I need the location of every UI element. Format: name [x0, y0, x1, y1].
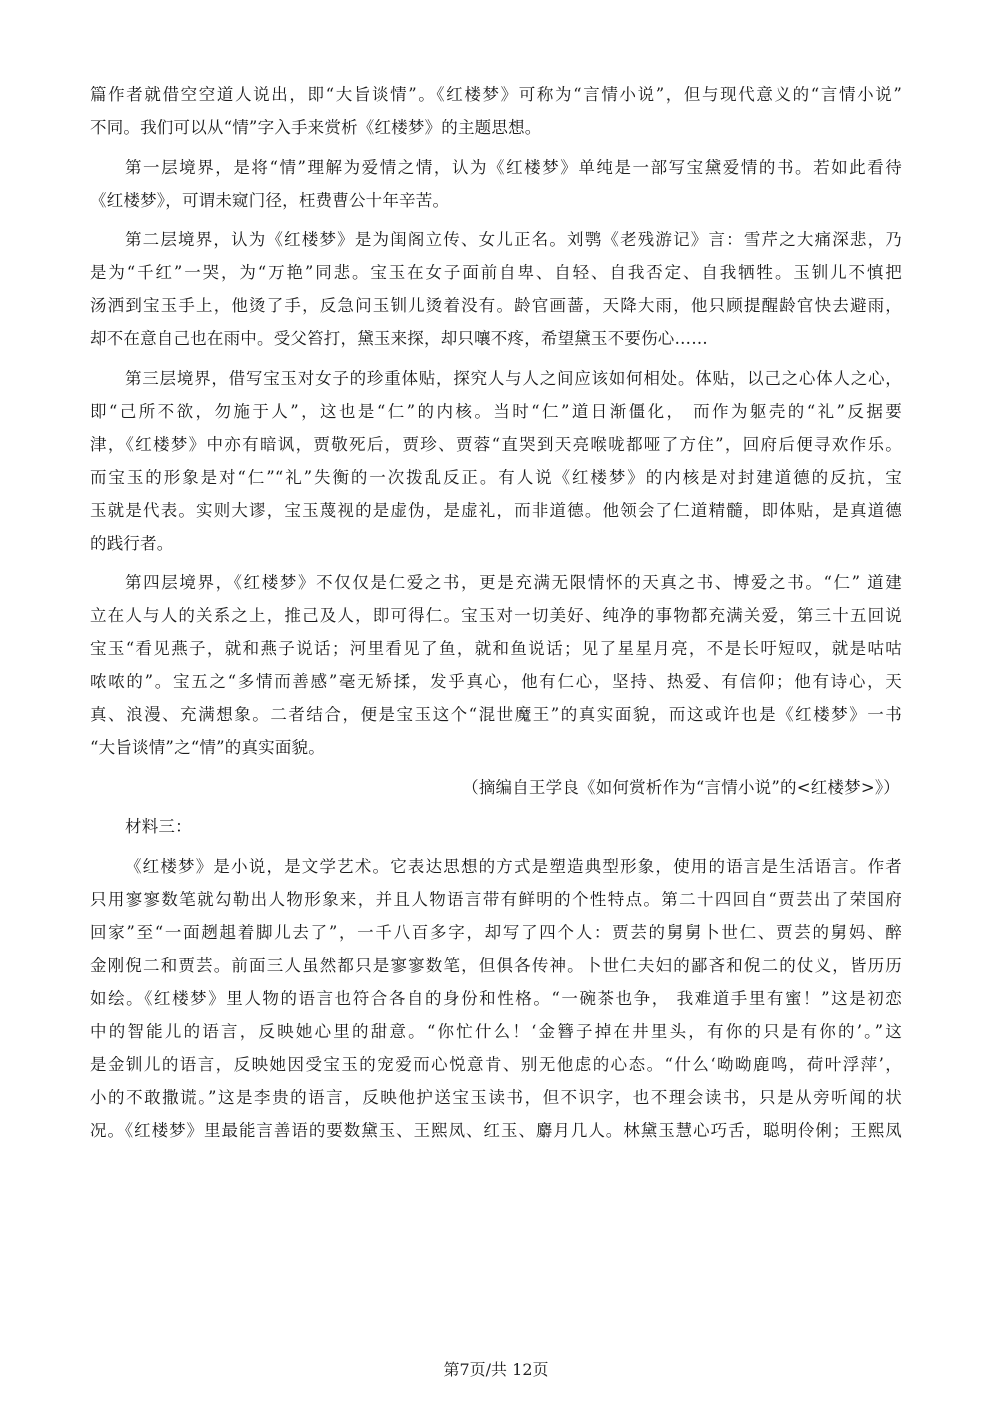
page-number-footer: 第7页/共 12页 — [443, 1360, 549, 1379]
text-line: 篇作者就借空空道人说出，即“大旨谈情”。《红楼梦》可称为“言情小说”，但与现代意义的“言情小说” — [90, 85, 902, 104]
text-line: 回家”至“一面趔趄着脚儿去了”，一千八百多字，却写了四个人：贾芸的舅舅卜世仁、贾芸的舅妈、醉 — [90, 922, 902, 942]
material-three-paragraph — [90, 843, 902, 1147]
text-line: 哝哝的”。宝五之“多情而善感”毫无矫揉，发乎真心，他有仁心，坚持、热爱、有信仰；他有诗心，天 — [90, 672, 902, 691]
text-line: 不同。我们可以从“情”字入手来赏析《红楼梦》的主题思想。 — [90, 118, 542, 137]
text-line: 第二层境界，认为《红楼梦》是为闺阁立传、女儿正名。刘鹗《老残游记》言：雪芹之大痛深悲，乃 — [125, 230, 902, 249]
text-line: 如绘。《红楼梦》里人物的语言也符合各自的身份和性格。“一碗茶也争， 我难道手里有蜜！”这是初恋 — [90, 988, 902, 1008]
para-level-three — [90, 362, 902, 560]
para-level-four — [90, 566, 902, 764]
text-line: 《红楼梦》，可谓未窥门径，枉费曹公十年辛苦。 — [90, 190, 450, 210]
para-level-one — [90, 151, 902, 217]
text-line: 宝玉“看见燕子，就和燕子说话；河里看见了鱼，就和鱼说话；见了星星月亮，不是长吁短叹，就是咕咕 — [90, 639, 902, 658]
text-line: 是金钏儿的语言，反映她因受宝玉的宠爱而心悦意肯、别无他虑的心态。“什么‘呦呦鹿鸣，荷叶浮萍’， — [90, 1054, 902, 1074]
text-line: 立在人与人的关系之上，推己及人，即可得仁。宝玉对一切美好、纯净的事物都充满关爱，第三十五回说 — [90, 606, 902, 625]
article-paragraphs — [90, 78, 902, 771]
text-line: 《红楼梦》是小说，是文学艺术。它表达思想的方式是塑造典型形象，使用的语言是生活语言。作者 — [125, 856, 902, 876]
text-line: 津，《红楼梦》中亦有暗讽，贾敬死后，贾珍、贾蓉“直哭到天亮喉咙都哑了方住”，回府后便寻欢作乐。 — [90, 434, 902, 454]
text-line: 玉就是代表。实则大谬，宝玉蔑视的是虚伪，是虚礼，而非道德。他领会了仁道精髓，即体贴，是真道德 — [90, 500, 902, 520]
text-line: 第三层境界，借写宝玉对女子的珍重体贴，探究人与人之间应该如何相处。体贴，以己之心体人之心， — [125, 368, 902, 388]
text-line: 的践行者。 — [90, 533, 174, 553]
para-intro-end — [90, 78, 902, 144]
text-line: 即“己所不欲，勿施于人”，这也是“仁”的内核。当时“仁”道日渐僵化， 而作为躯壳的“礼”反据要 — [90, 401, 902, 421]
document-body — [90, 78, 902, 1147]
text-line: 真、浪漫、充满想象。二者结合，便是宝玉这个“混世魔王”的真实面貌，而这或许也是《红楼梦》一书 — [90, 705, 902, 724]
material-three-heading: 材料三： — [125, 817, 192, 836]
source-citation: （摘编自王学良《如何赏析作为“言情小说”的<红楼梦>》） — [462, 777, 900, 797]
para-level-two — [90, 223, 902, 355]
text-line: 却不在意自己也在雨中。受父笞打，黛玉来探，却只嚷不疼，希望黛玉不要伤心…… — [90, 329, 708, 348]
text-line: 而宝玉的形象是对“仁”“礼”失衡的一次拨乱反正。有人说《红楼梦》的内核是对封建道德的反抗，宝 — [90, 467, 902, 487]
text-line: 小的不敢撒谎。”这是李贵的语言，反映他护送宝玉读书，但不识字，也不理会读书，只是从旁听闻的状 — [90, 1087, 902, 1107]
text-line: 是为“千红”一哭，为“万艳”同悲。宝玉在女子面前自卑、自轻、自我否定、自我牺牲。玉钏儿不慎把 — [90, 263, 902, 282]
text-line: “大旨谈情”之“情”的真实面貌。 — [90, 738, 325, 757]
text-line: 金刚倪二和贾芸。前面三人虽然都只是寥寥数笔，但俱各传神。卜世仁夫妇的鄙吝和倪二的仗义，皆历历 — [90, 955, 902, 975]
text-line: 况。《红楼梦》里最能言善语的要数黛玉、王熙凤、红玉、麝月几人。林黛玉慧心巧舌，聪明伶俐；王熙凤 — [90, 1120, 902, 1140]
text-line: 第四层境界，《红楼梦》不仅仅是仁爱之书，更是充满无限情怀的天真之书、博爱之书。“仁” 道建 — [125, 573, 902, 592]
text-line: 汤洒到宝玉手上，他烫了手，反急问玉钏儿烫着没有。龄官画蔷，天降大雨，他只顾提醒龄官快去避雨， — [90, 296, 902, 315]
text-line: 只用寥寥数笔就勾勒出人物形象来，并且人物语言带有鲜明的个性特点。第二十四回自“贾芸出了荣国府 — [90, 889, 902, 909]
text-line: 第一层境界，是将“情”理解为爱情之情，认为《红楼梦》单纯是一部写宝黛爱情的书。若如此看待 — [125, 157, 902, 177]
text-line: 中的智能儿的语言，反映她心里的甜意。“你忙什么！‘金簪子掉在井里头，有你的只是有你的’。”这 — [90, 1021, 902, 1041]
